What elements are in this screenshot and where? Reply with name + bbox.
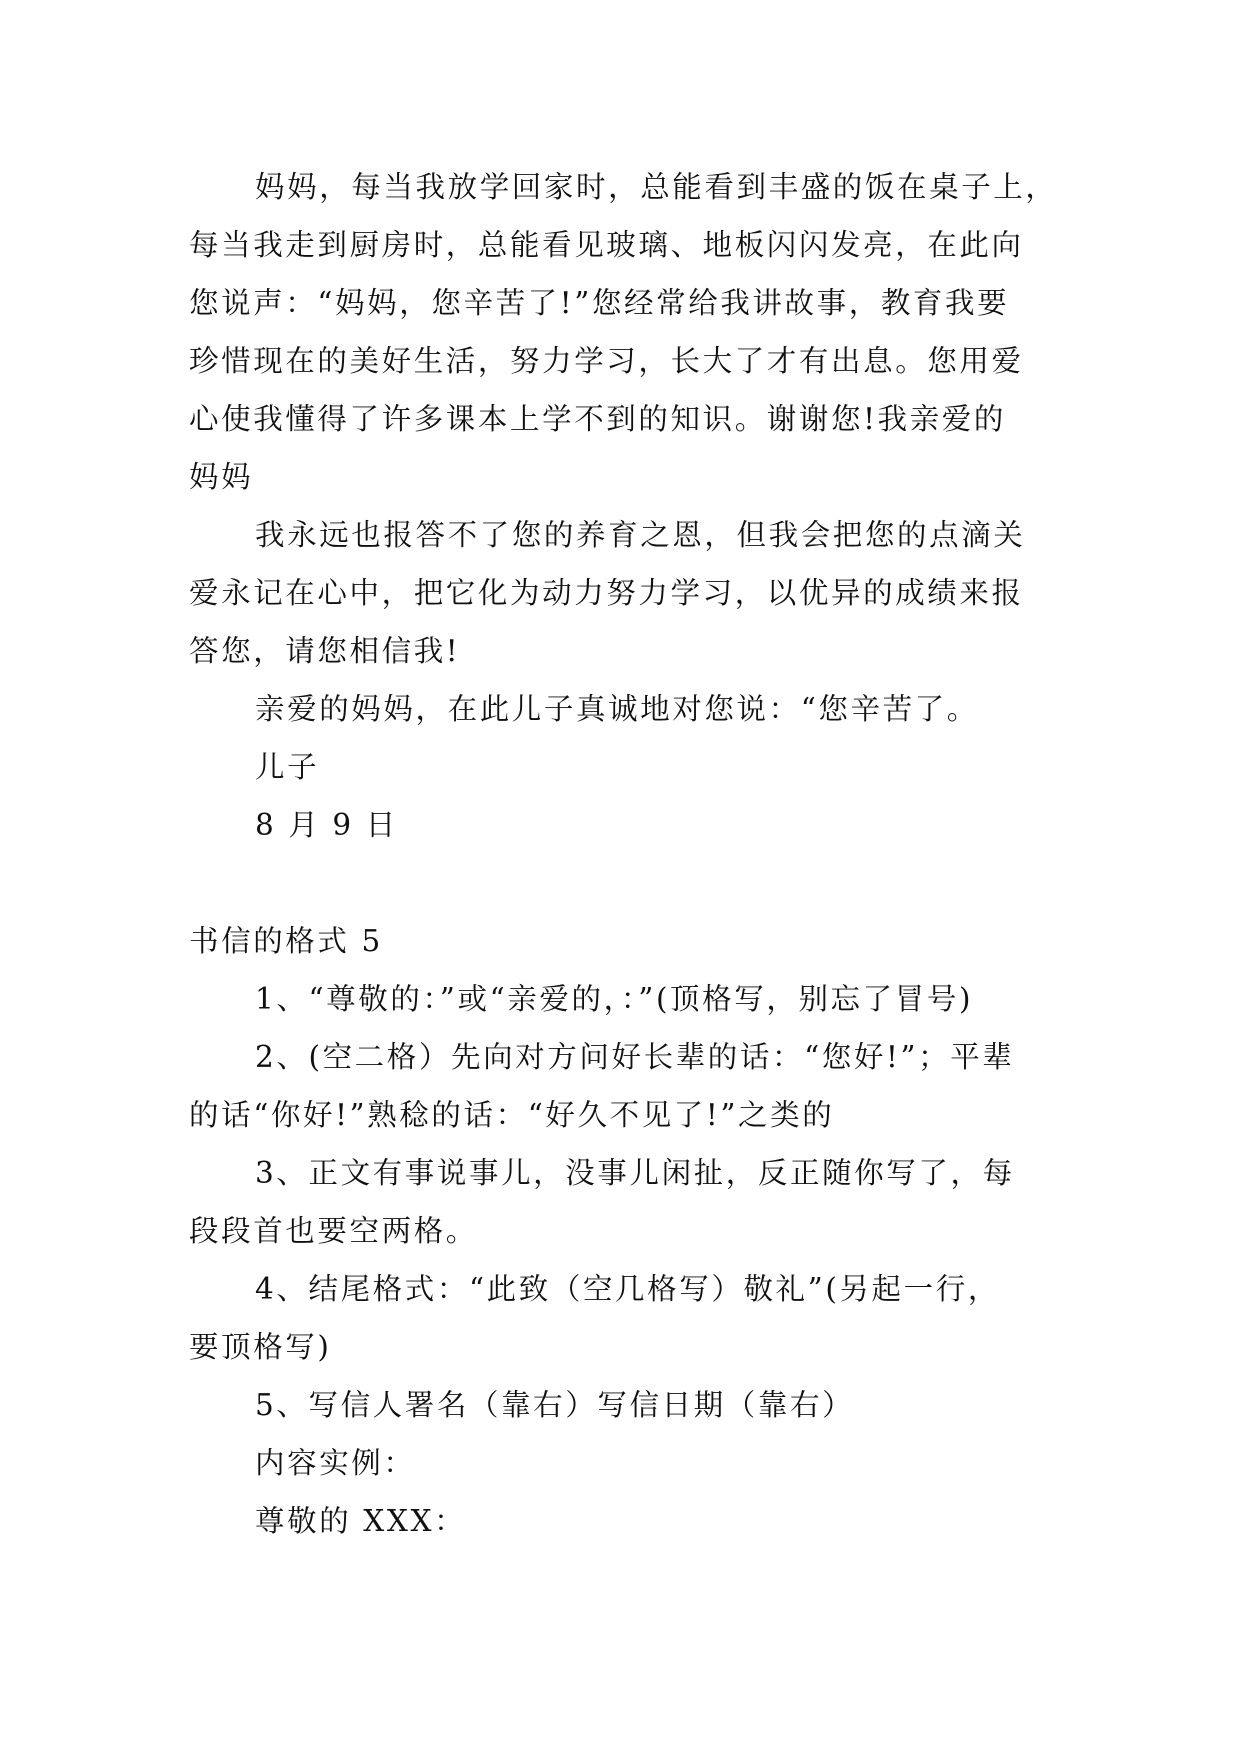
text-line: 每当我走到厨房时，总能看见玻璃、地板闪闪发亮，在此向 xyxy=(189,228,1024,262)
text-line: 2、(空二格）先向对方问好长辈的话：“您好!”；平辈 xyxy=(255,1040,1015,1074)
text-line: 珍惜现在的美好生活，努力学习，长大了才有出息。您用爱 xyxy=(189,344,1024,378)
section-heading: 书信的格式 5 xyxy=(189,924,383,958)
text-line: 答您，请您相信我! xyxy=(189,634,461,668)
text-line: 妈妈 xyxy=(189,460,254,494)
format-item-5: 5、写信人署名（靠右）写信日期（靠右） xyxy=(255,1388,855,1422)
letter-paragraph-2 xyxy=(189,506,1059,680)
example-label: 内容实例： xyxy=(255,1446,416,1480)
text-line: 心使我懂得了许多课本上学不到的知识。谢谢您!我亲爱的 xyxy=(189,402,1006,436)
text-line: 段段首也要空两格。 xyxy=(189,1214,478,1248)
document-body xyxy=(189,158,1059,1550)
format-item-3 xyxy=(189,1144,1059,1260)
example-salutation: 尊敬的 XXX： xyxy=(255,1504,467,1538)
text-line: 的话“你好!”熟稔的话：“好久不见了!”之类的 xyxy=(189,1098,835,1132)
text-line: 4、结尾格式：“此致（空几格写）敬礼”(另起一行， xyxy=(255,1272,1000,1306)
format-item-2 xyxy=(189,1028,1059,1144)
text-line: 妈妈，每当我放学回家时，总能看到丰盛的饭在桌子上， xyxy=(255,170,1058,204)
format-item-1: 1、“尊敬的：”或“亲爱的，：”(顶格写，别忘了冒号) xyxy=(255,982,974,1016)
blank-line xyxy=(189,854,1059,912)
letter-closing: 亲爱的妈妈，在此儿子真诚地对您说：“您辛苦了。 xyxy=(255,692,979,726)
format-item-4 xyxy=(189,1260,1059,1376)
text-line: 要顶格写) xyxy=(189,1330,332,1364)
text-line: 爱永记在心中，把它化为动力努力学习，以优异的成绩来报 xyxy=(189,576,1024,610)
text-line: 您说声：“妈妈，您辛苦了!”您经常给我讲故事，教育我要 xyxy=(189,286,1010,320)
text-line: 我永远也报答不了您的养育之恩，但我会把您的点滴关 xyxy=(255,518,1026,552)
text-line: 3、正文有事说事儿，没事儿闲扯，反正随你写了，每 xyxy=(255,1156,1015,1190)
letter-paragraph-1 xyxy=(189,158,1059,506)
letter-date: 8 月 9 日 xyxy=(255,808,398,842)
letter-signature: 儿子 xyxy=(255,750,320,784)
